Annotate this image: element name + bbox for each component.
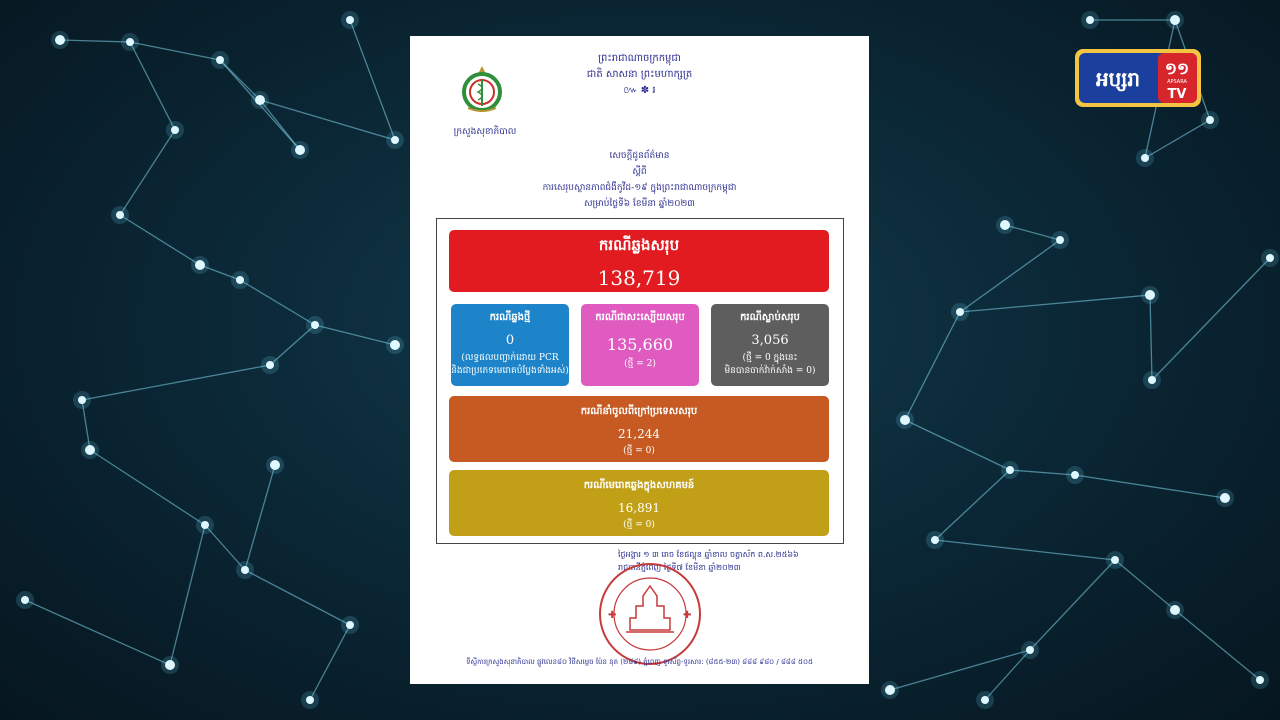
deaths-value: 3,056: [751, 333, 789, 348]
title-line-4: សម្រាប់ថ្ងៃទី៦ ខែមីនា ឆ្នាំ២០២៣: [583, 199, 695, 209]
network-node: [241, 566, 249, 574]
new-cases-box: [451, 304, 569, 386]
network-link: [890, 650, 1030, 690]
network-link: [170, 525, 205, 665]
network-node: [1220, 493, 1230, 503]
network-node: [956, 308, 964, 316]
network-link: [260, 100, 395, 140]
network-node: [390, 340, 400, 350]
network-link: [985, 650, 1030, 700]
network-link: [905, 312, 960, 420]
motto-heading: ជាតិ សាសនា ព្រះមហាក្សត្រ: [586, 69, 693, 80]
network-node: [21, 596, 29, 604]
network-node: [1006, 466, 1014, 474]
imported-cases-box: [449, 396, 829, 462]
kingdom-heading: ព្រះរាជាណាចក្រកម្ពុជា: [598, 53, 681, 64]
svg-text:✚: ✚: [608, 610, 617, 621]
imported-cases-value: 21,244: [618, 427, 660, 441]
network-node: [981, 696, 989, 704]
network-node: [1000, 220, 1010, 230]
deaths-note-2: មិនបានចាក់វ៉ាក់សាំង = 0): [724, 366, 816, 376]
deaths-note: [711, 352, 829, 378]
network-node: [391, 136, 399, 144]
network-node: [1141, 154, 1149, 162]
network-node: [1170, 605, 1180, 615]
solar-date: រាជធានីភ្នំពេញ ថ្ងៃទី៧ ខែមីនា ឆ្នាំ២០២៣: [618, 563, 741, 572]
network-node: [165, 660, 175, 670]
statistics-frame: [436, 218, 844, 544]
network-node: [1071, 471, 1079, 479]
network-link: [310, 625, 350, 700]
title-line-1: សេចក្តីជូនព័ត៌មាន: [609, 151, 670, 161]
network-node: [1145, 290, 1155, 300]
network-node: [116, 211, 124, 219]
press-release-document: [410, 36, 869, 684]
network-link: [1150, 295, 1152, 380]
svg-text:✚: ✚: [683, 610, 692, 621]
community-cases-value: 16,891: [618, 501, 660, 515]
network-link: [905, 420, 1010, 470]
network-link: [1115, 560, 1175, 610]
network-link: [1075, 475, 1225, 498]
network-node: [195, 260, 205, 270]
network-link: [960, 240, 1060, 312]
network-link: [130, 42, 220, 60]
network-node: [931, 536, 939, 544]
deaths-label: ករណីស្លាប់សរុប: [740, 312, 800, 323]
network-node: [311, 321, 319, 329]
new-cases-note: [451, 352, 569, 378]
community-cases-note: (ថ្មី = 0): [623, 520, 655, 530]
network-node: [306, 696, 314, 704]
deaths-box: [711, 304, 829, 386]
ministry-seal-stamp: [596, 560, 704, 668]
network-link: [130, 42, 175, 130]
network-link: [1145, 120, 1210, 158]
network-node: [78, 396, 86, 404]
network-link: [240, 280, 315, 325]
apsara-tv-logo: [1074, 48, 1202, 108]
network-node: [295, 145, 305, 155]
title-line-3: ការសេរុបស្ថានភាពជំងឺកូវីដ-១៩ ក្នុងព្រះរាជាណាចក្រកម្ពុជា: [542, 183, 737, 193]
network-node: [201, 521, 209, 529]
imported-cases-note: (ថ្មី = 0): [623, 446, 655, 456]
network-link: [270, 325, 315, 365]
network-node: [126, 38, 134, 46]
ministry-of-health-logo: [458, 62, 506, 114]
apsara-logo-text: អប្សរា: [1095, 67, 1141, 91]
network-link: [935, 470, 1010, 540]
network-link: [120, 130, 175, 215]
new-cases-label: ករណីឆ្លងថ្មី: [489, 312, 531, 323]
total-cases-box: [449, 230, 829, 292]
apsara-logo-tv: TV: [1167, 87, 1187, 102]
network-link: [245, 465, 275, 570]
title-block: [410, 148, 869, 212]
community-cases-label: ករណីមេរោគឆ្លងក្នុងសហគមន៍: [583, 480, 695, 491]
network-node: [1266, 254, 1274, 262]
title-line-2: ស្តីពី: [632, 167, 647, 177]
network-link: [960, 295, 1150, 312]
total-cases-value: 138,719: [597, 266, 681, 290]
recovered-note: (ថ្មី = 2): [624, 359, 656, 369]
recovered-label: ករណីជាសះស្បើយសរុប: [595, 312, 685, 323]
network-link: [1010, 470, 1075, 475]
network-link: [315, 325, 395, 345]
apsara-logo-number: ១១: [1164, 59, 1190, 78]
recovered-box: [581, 304, 699, 386]
network-node: [266, 361, 274, 369]
network-node: [55, 35, 65, 45]
network-node: [1026, 646, 1034, 654]
network-link: [935, 540, 1115, 560]
network-link: [1175, 610, 1260, 680]
footer-address: ទីស្តីការក្រសួងសុខាភិបាល ផ្លូវលេខ៨០ វិថីសម្តេច ប៉ែន នុត (២៨៩) ភ្នំពេញ ទូរស័ព្ទ-ទូរសារ: (៨៥៥-២៣) ៨៨៨ ៩៨០ / ៨៨៨ ៥០៥: [466, 658, 813, 666]
network-link: [350, 20, 395, 140]
network-link: [260, 100, 300, 150]
network-link: [60, 40, 130, 42]
network-link: [90, 450, 205, 525]
network-node: [236, 276, 244, 284]
network-link: [205, 525, 245, 570]
new-cases-note-1: (លទ្ធផលបញ្ជាក់ដោយ PCR: [461, 353, 559, 363]
network-node: [1056, 236, 1064, 244]
network-node: [885, 685, 895, 695]
network-link: [245, 570, 350, 625]
network-node: [1206, 116, 1214, 124]
network-node: [1111, 556, 1119, 564]
network-link: [1152, 258, 1270, 380]
header-ornament: ៚ ✽ ៛: [623, 85, 656, 96]
deaths-note-1: (ថ្មី = 0 ក្នុងនេះ: [742, 353, 798, 363]
lunar-date: ថ្ងៃអង្គារ ១ ៣ រោច ខែផល្គុន ឆ្នាំខាល ចត្វាស័ក ព.ស.២៥៦៦: [618, 550, 799, 559]
network-node: [346, 16, 354, 24]
network-node: [216, 56, 224, 64]
community-cases-box: [449, 470, 829, 536]
network-link: [25, 600, 170, 665]
network-node: [1148, 376, 1156, 384]
network-node: [900, 415, 910, 425]
recovered-value: 135,660: [606, 335, 674, 354]
total-cases-label: ករណីឆ្លងសរុប: [598, 236, 680, 254]
apsara-logo-small: APSARA: [1167, 79, 1187, 85]
new-cases-note-2: និងជាប្រភេទមេរោគបំប្លែងទាំងអស់): [451, 366, 569, 376]
network-node: [346, 621, 354, 629]
network-node: [255, 95, 265, 105]
network-node: [85, 445, 95, 455]
network-node: [1086, 16, 1094, 24]
new-cases-value: 0: [505, 333, 515, 348]
network-node: [1256, 676, 1264, 684]
network-node: [1170, 15, 1180, 25]
network-link: [1030, 560, 1115, 650]
network-node: [171, 126, 179, 134]
network-node: [270, 460, 280, 470]
ministry-name: ក្រសួងសុខាភិបាល: [453, 127, 517, 137]
imported-cases-label: ករណីនាំចូលពីក្រៅប្រទេសសរុប: [580, 406, 698, 417]
network-link: [120, 215, 200, 265]
network-link: [82, 365, 270, 400]
